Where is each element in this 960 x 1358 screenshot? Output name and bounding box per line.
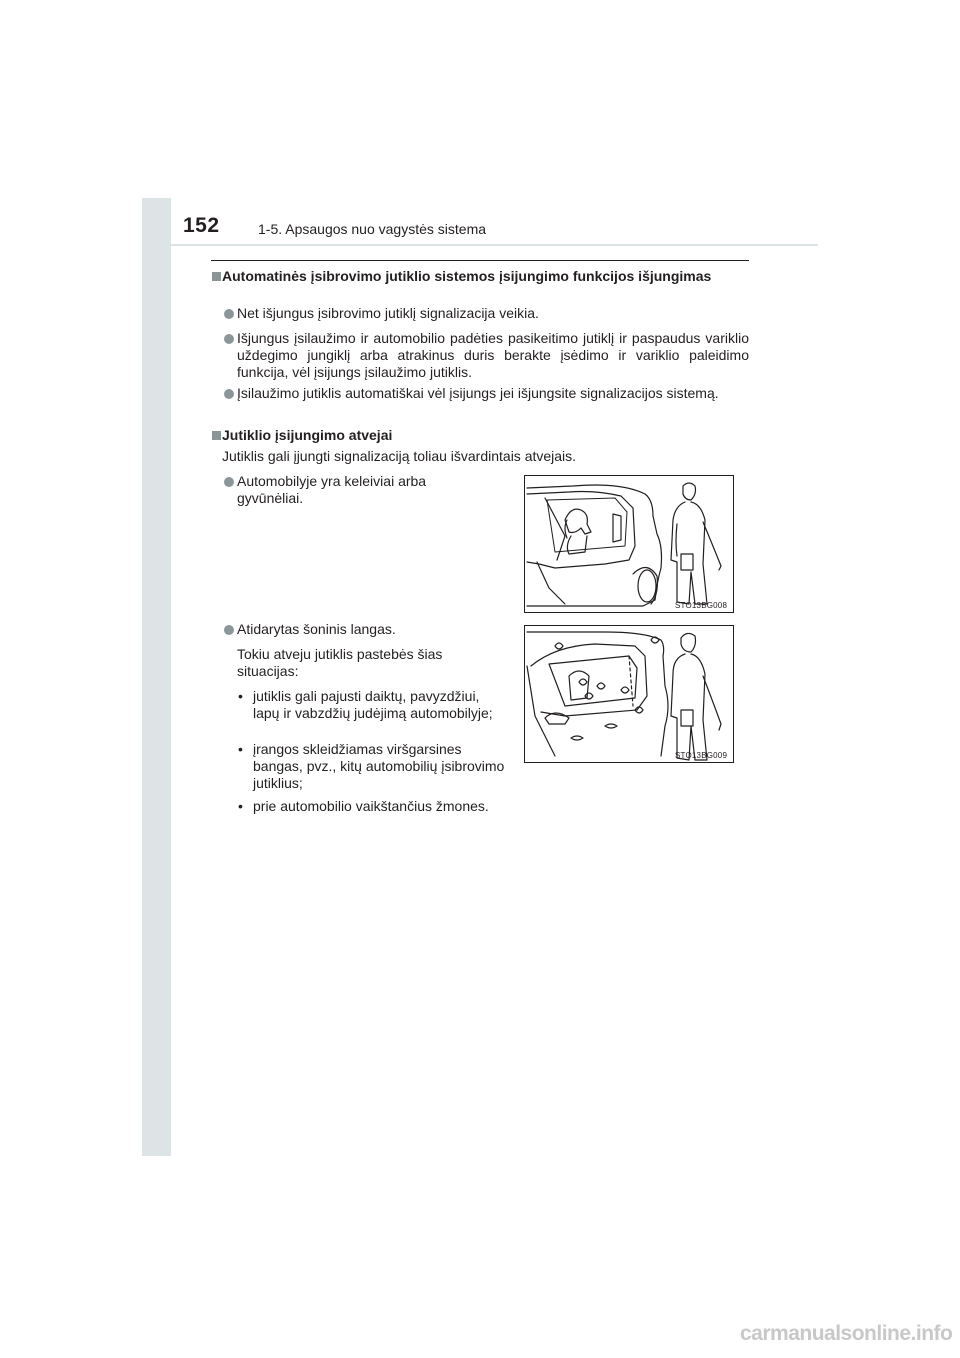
open-window-illustration xyxy=(525,626,733,762)
case2-item-3: prie automobilio vaikštančius žmones. xyxy=(253,798,489,814)
bullet-text-3: Įsilaužimo jutiklis automatiškai vėl įsijungs jei išjungsite signalizacijos sistemą. xyxy=(237,385,719,401)
section-heading-2: Jutiklio įsijungimo atvejai xyxy=(222,427,393,443)
list-bullet: • xyxy=(238,741,243,757)
figure-open-window xyxy=(524,625,734,763)
section-intro: Jutiklis gali įjungti signalizaciją toliau išvardintais atvejais. xyxy=(222,448,577,464)
round-bullet-icon xyxy=(224,309,234,319)
figure-code: STO13BG008 xyxy=(675,601,728,610)
header-rule xyxy=(171,244,818,246)
case2-note: Tokiu atveju jutiklis pastebės šias situacijas: xyxy=(237,646,443,679)
square-bullet-icon xyxy=(212,272,221,281)
chapter-title: 1-5. Apsaugos nuo vagystės sistema xyxy=(258,221,487,237)
bullet-text-1: Net išjungus įsibrovimo jutiklį signalizacija veikia. xyxy=(237,305,539,321)
round-bullet-icon xyxy=(224,477,234,487)
figure-passenger-dog xyxy=(524,475,734,613)
list-bullet: • xyxy=(238,688,243,704)
round-bullet-icon xyxy=(224,625,234,635)
round-bullet-icon xyxy=(224,334,234,344)
case2-item-1: jutiklis gali pajusti daiktų, pavyzdžiui, lapų ir vabzdžių judėjimą automobilyje; xyxy=(253,688,493,721)
watermark: carmanualsonline.info xyxy=(740,1322,953,1345)
car-with-dog-illustration xyxy=(525,476,733,612)
side-band xyxy=(142,198,171,1156)
case1-text: Automobilyje yra keleiviai arba gyvūnėliai. xyxy=(237,473,427,506)
section-heading-1: Automatinės įsibrovimo jutiklio sistemos įsijungimo funkcijos išjungimas xyxy=(222,268,712,284)
list-bullet: • xyxy=(238,798,243,814)
figure-code: STO13BG009 xyxy=(675,751,728,760)
round-bullet-icon xyxy=(224,389,234,399)
case2-text: Atidarytas šoninis langas. xyxy=(237,621,396,637)
square-bullet-icon xyxy=(212,431,221,440)
bullet-text-2: Išjungus įsilaužimo ir automobilio padėties pasikeitimo jutiklį ir paspaudus variklio uždegimo jungiklį arba atrakinus duris berakte įsėdimo ir variklio paleidimo funkcija, vėl įsijungs įsilaužimo jutiklis. xyxy=(237,330,749,380)
case2-item-2: įrangos skleidžiamas viršgarsines bangas, pvz., kitų automobilių įsibrovimo jutiklius; xyxy=(253,741,505,791)
page-number: 152 xyxy=(183,214,220,237)
section-divider xyxy=(211,260,749,261)
